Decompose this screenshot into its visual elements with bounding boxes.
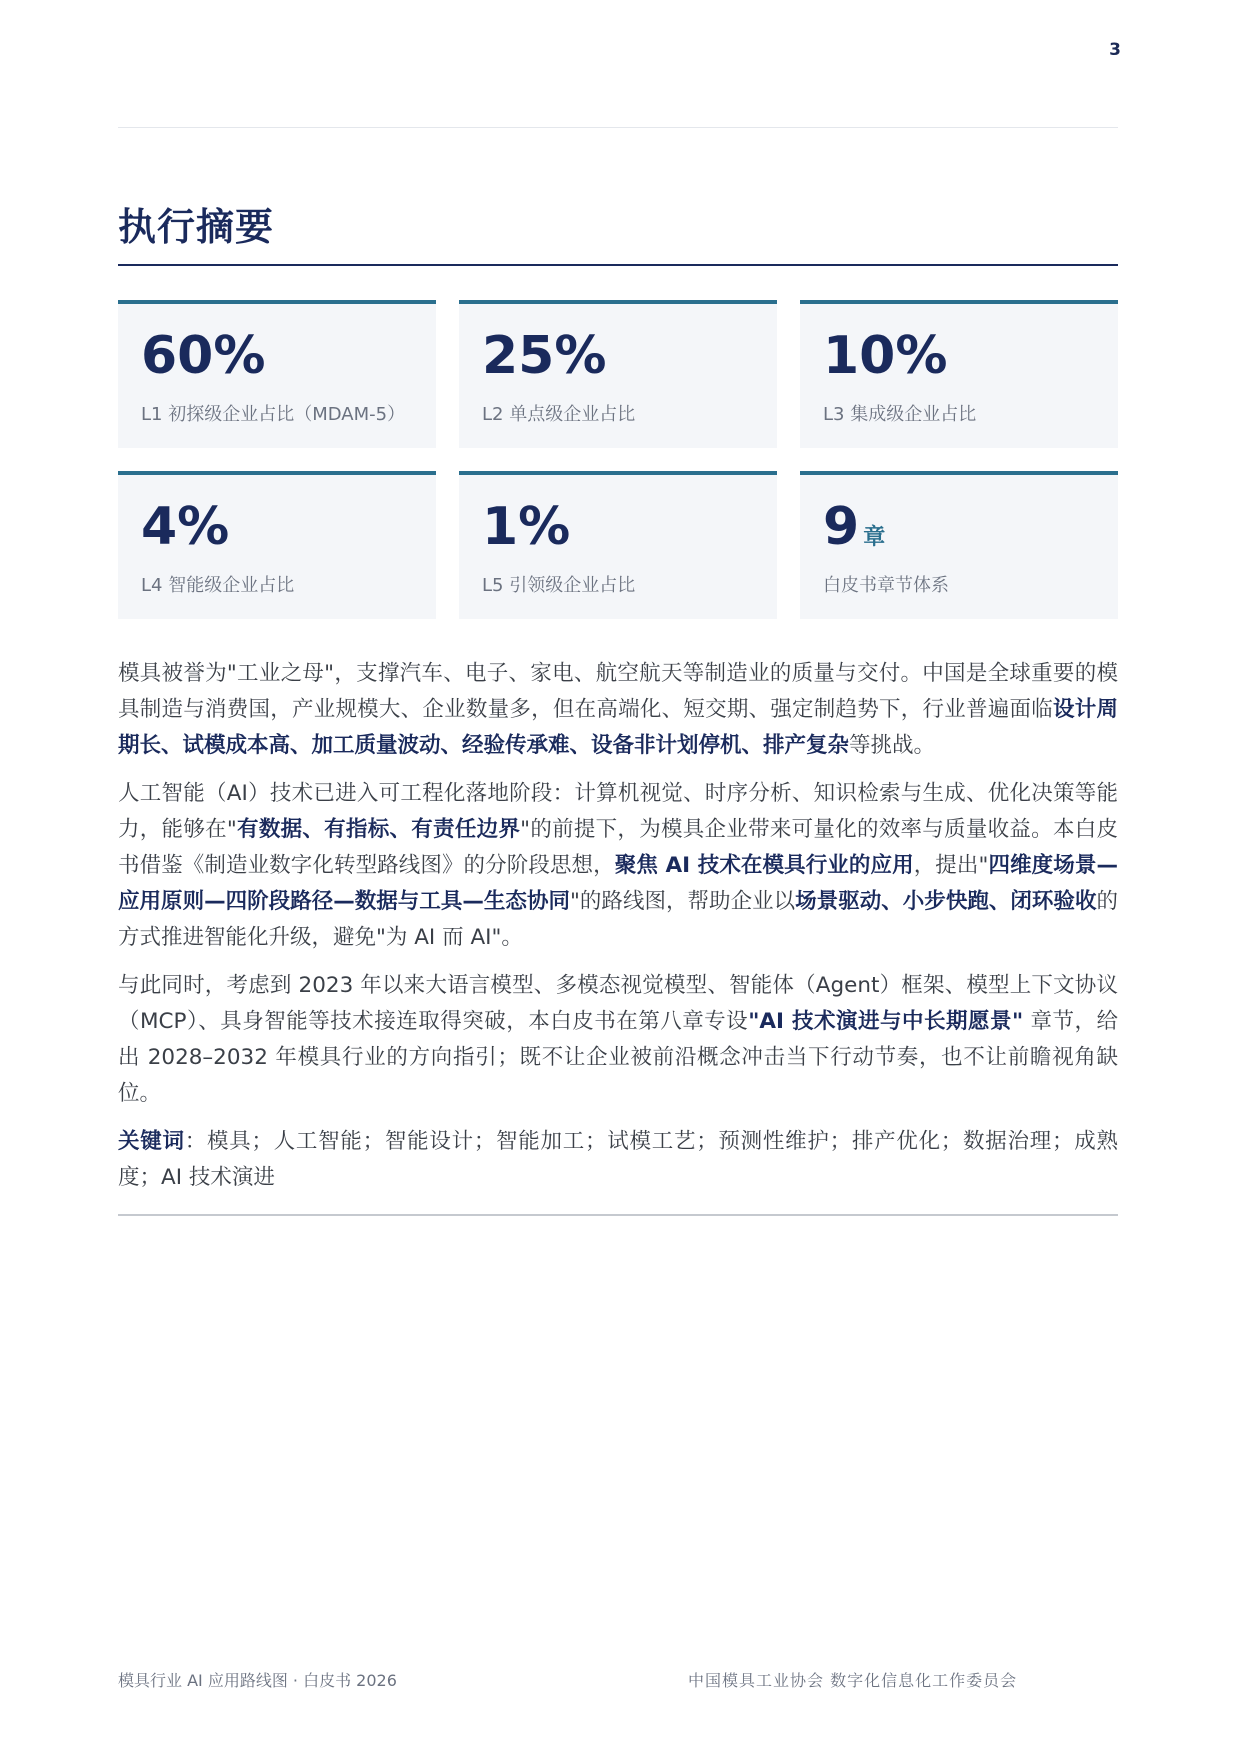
- stat-value: [482, 497, 754, 559]
- stat-label: 白皮书章节体系: [823, 575, 949, 596]
- text-run: 与此同时，考虑到 2023 年以来大语言模型、多模态视觉模型、智能体（Agent）框架、模型上下文协议（MCP）、具身智能等技术接连取得突破，本白皮书在第八章专设: [118, 973, 1118, 1034]
- summary-body: [118, 656, 1118, 1208]
- stat-value: [141, 497, 413, 559]
- stat-value: [823, 497, 1095, 559]
- title-divider: [118, 264, 1118, 266]
- header-divider: [118, 127, 1118, 128]
- stat-label: L4 智能级企业占比: [141, 575, 295, 596]
- text-run: ，提出": [913, 853, 989, 878]
- paragraph-ai: [118, 776, 1118, 956]
- stat-card-l1: [118, 300, 436, 448]
- stat-label: L3 集成级企业占比: [823, 404, 977, 425]
- stat-label: L5 引领级企业占比: [482, 575, 636, 596]
- stat-card-l4: [118, 471, 436, 619]
- stat-card-chapters: [800, 471, 1118, 619]
- text-run: 人工智能（AI）技术已进入可工程化落地阶段：计算机视觉、时序分析、知识检索与生成、优化决策等能力，能够在": [118, 781, 1118, 842]
- text-run: "的前提下，为模具企业带来可量化的效率与质量收益。本白皮书借鉴《制造业数字化转型路线图》的分阶段思想，: [118, 817, 1118, 878]
- emphasis-text: "AI 技术演进与中长期愿景": [748, 1009, 1024, 1034]
- paragraph-intro: [118, 656, 1118, 764]
- page-title: 执行摘要: [118, 205, 275, 249]
- emphasis-text: 聚焦 AI 技术在模具行业的应用: [614, 853, 914, 878]
- stat-number: 25%: [482, 326, 607, 386]
- stat-value: [482, 326, 754, 388]
- stat-number: 10%: [823, 326, 948, 386]
- section-divider: [118, 1214, 1118, 1216]
- paragraph-trends: [118, 968, 1118, 1112]
- text-run: "的路线图，帮助企业以: [570, 889, 796, 914]
- stat-card-l2: [459, 300, 777, 448]
- stat-number: 60%: [141, 326, 266, 386]
- stat-label: L2 单点级企业占比: [482, 404, 636, 425]
- stat-unit: 章: [863, 525, 886, 550]
- paragraph-keywords: [118, 1124, 1118, 1196]
- stat-number: 9: [823, 497, 860, 557]
- text-run: 章节，给出 2028–2032 年模具行业的方向指引；既不让企业被前沿概念冲击当下行动节奏，也不让前瞻视角缺位。: [118, 1009, 1119, 1106]
- emphasis-text: 四维度场景—应用原则—四阶段路径—数据与工具—生态协同: [118, 853, 1118, 914]
- page-number: 3: [1109, 40, 1121, 60]
- stat-card-l5: [459, 471, 777, 619]
- keywords-text: ：模具；人工智能；智能设计；智能加工；试模工艺；预测性维护；排产优化；数据治理；成熟度；AI 技术演进: [118, 1129, 1118, 1190]
- keywords-label: 关键词: [118, 1129, 185, 1154]
- text-run: 的方式推进智能化升级，避免"为 AI 而 AI"。: [118, 889, 1118, 950]
- stat-label: L1 初探级企业占比（MDAM-5）: [141, 404, 406, 425]
- footer-organization: 中国模具工业协会 数字化信息化工作委员会: [688, 1671, 1018, 1690]
- stat-value: [823, 326, 1095, 388]
- emphasis-text: 场景驱动、小步快跑、闭环验收: [795, 889, 1097, 914]
- stat-number: 1%: [482, 497, 571, 557]
- stat-number: 4%: [141, 497, 230, 557]
- emphasis-text: 有数据、有指标、有责任边界: [236, 817, 521, 842]
- stat-value: [141, 326, 413, 388]
- emphasis-text: 设计周期长、试模成本高、加工质量波动、经验传承难、设备非计划停机、排产复杂: [118, 697, 1118, 758]
- stats-grid: [118, 300, 1118, 619]
- text-run: 模具被誉为"工业之母"，支撑汽车、电子、家电、航空航天等制造业的质量与交付。中国是全球重要的模具制造与消费国，产业规模大、企业数量多，但在高端化、短交期、强定制趋势下，行业普遍面临: [118, 661, 1118, 722]
- text-run: 等挑战。: [849, 733, 936, 758]
- stat-card-l3: [800, 300, 1118, 448]
- footer-document-title: 模具行业 AI 应用路线图 · 白皮书 2026: [118, 1671, 397, 1690]
